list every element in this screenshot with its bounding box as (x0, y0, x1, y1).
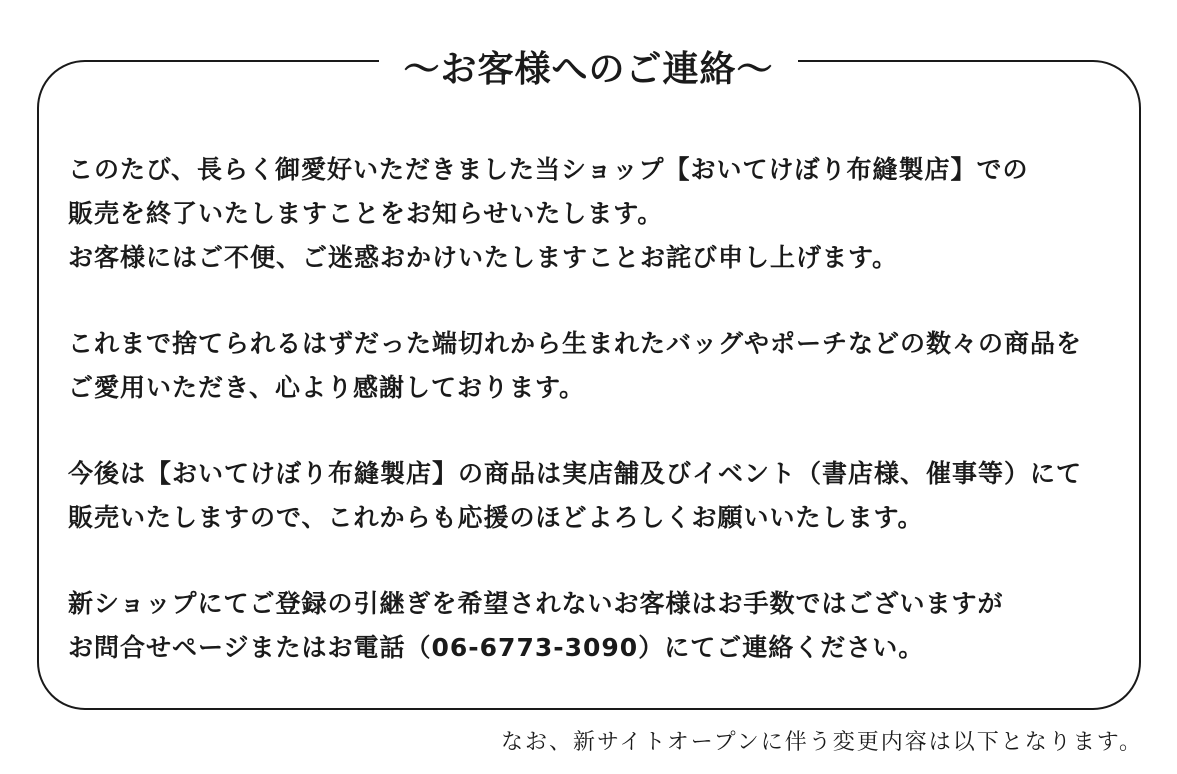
paragraph-thanks (68, 322, 1128, 410)
paragraph-line: このたび、長らく御愛好いただきました当ショップ【おいてけぼり布縫製店】での (68, 155, 1029, 184)
paragraph-line: 販売を終了いたしますことをお知らせいたします。 (68, 199, 664, 228)
paragraph-line: お問合せページまたはお電話（06-6773-3090）にてご連絡ください。 (68, 633, 925, 662)
notice-title: ～お客様へのご連絡～ (379, 40, 797, 100)
notice-title-wrap (0, 40, 1177, 100)
footnote: なお、新サイトオープンに伴う変更内容は以下となります。 (500, 730, 1143, 755)
paragraph-future-sales (68, 452, 1128, 540)
paragraph-line: お客様にはご不便、ご迷惑おかけいたしますことお詫び申し上げます。 (68, 243, 899, 272)
paragraph-closing (68, 148, 1128, 280)
notice-body (68, 148, 1128, 712)
paragraph-line: これまで捨てられるはずだった端切れから生まれたバッグやポーチなどの数々の商品を (68, 329, 1083, 358)
paragraph-line: 今後は【おいてけぼり布縫製店】の商品は実店舗及びイベント（書店様、催事等）にて (68, 459, 1083, 488)
paragraph-line: 販売いたしますので、これからも応援のほどよろしくお願いいたします。 (68, 503, 924, 532)
paragraph-line: 新ショップにてご登録の引継ぎを希望されないお客様はお手数ではございますが (68, 589, 1004, 618)
paragraph-line: ご愛用いただき、心より感謝しております。 (68, 373, 586, 402)
paragraph-contact (68, 582, 1128, 670)
